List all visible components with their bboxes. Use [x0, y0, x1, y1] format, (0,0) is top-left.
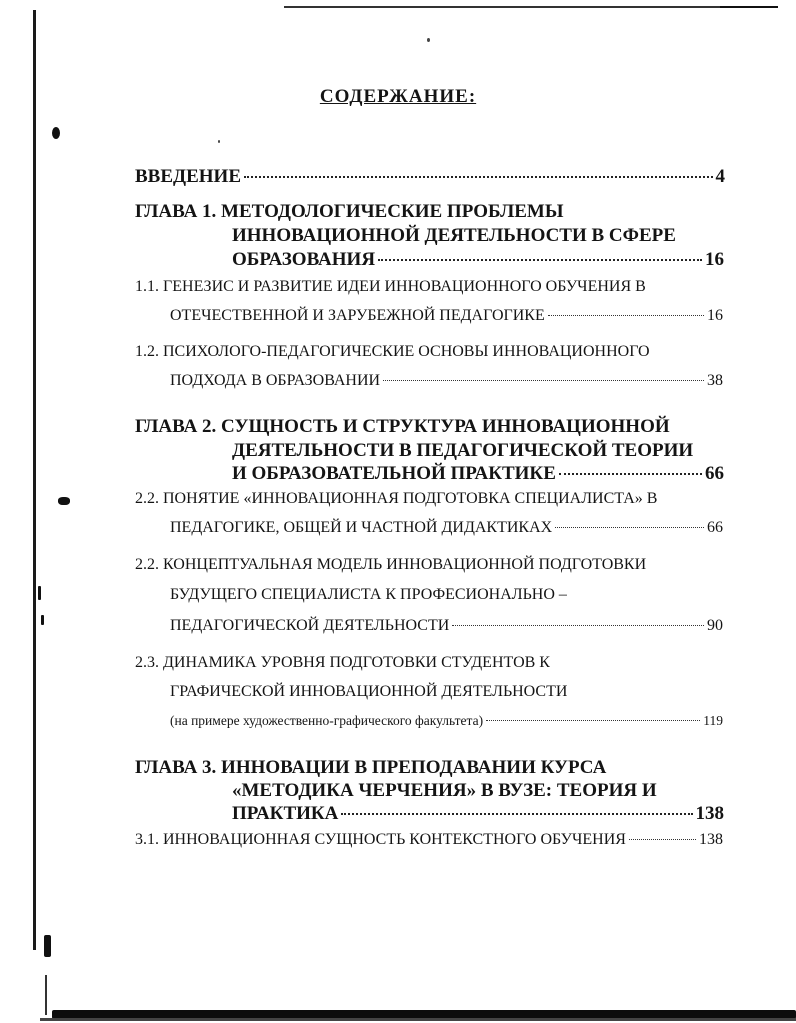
toc-section-2-2-line-2: БУДУЩЕГО СПЕЦИАЛИСТА К ПРОФЕСИОНАЛЬНО – — [170, 586, 567, 603]
toc-entry-text: ПРАКТИКА — [232, 803, 339, 824]
toc-section-2-3-line-3 — [170, 713, 723, 729]
toc-entry-text: 3.1. ИННОВАЦИОННАЯ СУЩНОСТЬ КОНТЕКСТНОГО ОБУЧЕНИЯ — [135, 831, 626, 848]
top-edge-line-dark — [720, 6, 778, 8]
toc-section-2-3-line-2: ГРАФИЧЕСКОЙ ИННОВАЦИОННОЙ ДЕЯТЕЛЬНОСТИ — [170, 683, 568, 700]
dot-leader — [452, 625, 704, 626]
toc-page-number: 138 — [699, 831, 723, 848]
binding-edge-line — [33, 10, 36, 950]
toc-chapter-2-line-1: ГЛАВА 2. СУЩНОСТЬ И СТРУКТУРА ИННОВАЦИОННОЙ — [135, 416, 670, 437]
toc-chapter-2-line-2: ДЕЯТЕЛЬНОСТИ В ПЕДАГОГИЧЕСКОЙ ТЕОРИИ — [232, 440, 694, 461]
dot-leader — [559, 473, 702, 475]
toc-entry-text: ОТЕЧЕСТВЕННОЙ И ЗАРУБЕЖНОЙ ПЕДАГОГИКЕ — [170, 307, 545, 324]
scan-speck — [38, 586, 41, 600]
toc-section-1-1-line-2 — [170, 307, 723, 325]
toc-chapter-2-line-3 — [232, 463, 724, 485]
dot-leader — [629, 839, 696, 840]
punch-hole-mark — [52, 127, 60, 139]
scan-speck — [41, 615, 44, 625]
toc-chapter-1-line-1: ГЛАВА 1. МЕТОДОЛОГИЧЕСКИЕ ПРОБЛЕМЫ — [135, 201, 564, 222]
toc-page-number: 38 — [707, 372, 723, 389]
toc-section-1-2-line-2 — [170, 372, 723, 390]
toc-page-number: 138 — [695, 803, 724, 824]
toc-section-1-1-line-1: 1.1. ГЕНЕЗИС И РАЗВИТИЕ ИДЕИ ИННОВАЦИОННОГО ОБУЧЕНИЯ В — [135, 278, 646, 295]
toc-entry-text: ОБРАЗОВАНИЯ — [232, 249, 376, 270]
toc-chapter-3-line-2: «МЕТОДИКА ЧЕРЧЕНИЯ» В ВУЗЕ: ТЕОРИЯ И — [232, 780, 657, 801]
dot-leader — [378, 259, 702, 261]
dot-leader — [341, 813, 692, 815]
toc-entry-text: ПЕДАГОГИКЕ, ОБЩЕЙ И ЧАСТНОЙ ДИДАКТИКАХ — [170, 519, 553, 536]
dot-leader — [383, 380, 704, 381]
toc-page-number: 16 — [707, 307, 723, 324]
toc-page-number: 66 — [705, 463, 724, 484]
binding-clip-mark — [44, 935, 51, 957]
toc-section-1-2-line-1: 1.2. ПСИХОЛОГО-ПЕДАГОГИЧЕСКИЕ ОСНОВЫ ИННОВАЦИОННОГО — [135, 343, 650, 360]
toc-section-2-1-line-1: 2.2. ПОНЯТИЕ «ИННОВАЦИОННАЯ ПОДГОТОВКА СПЕЦИАЛИСТА» В — [135, 490, 658, 507]
toc-section-2-1-line-2 — [170, 519, 723, 537]
scan-speck — [427, 38, 430, 42]
punch-hole-mark — [58, 497, 70, 505]
page-title: СОДЕРЖАНИЕ: — [319, 86, 477, 107]
toc-entry-text: И ОБРАЗОВАТЕЛЬНОЙ ПРАКТИКЕ — [232, 463, 556, 484]
toc-entry-intro — [135, 166, 725, 188]
toc-page-number: 16 — [705, 249, 724, 270]
toc-chapter-3-line-1: ГЛАВА 3. ИННОВАЦИИ В ПРЕПОДАВАНИИ КУРСА — [135, 757, 607, 778]
toc-section-2-3-line-1: 2.3. ДИНАМИКА УРОВНЯ ПОДГОТОВКИ СТУДЕНТОВ К — [135, 654, 550, 671]
toc-section-2-2-line-3 — [170, 617, 723, 635]
toc-entry-text: ПЕДАГОГИЧЕСКОЙ ДЕЯТЕЛЬНОСТИ — [170, 617, 450, 634]
toc-page-number: 119 — [703, 713, 723, 728]
toc-chapter-3-line-3 — [232, 803, 724, 825]
toc-entry-text: ВВЕДЕНИЕ — [135, 166, 241, 187]
toc-chapter-1-line-3 — [232, 249, 724, 271]
toc-page-number: 66 — [707, 519, 723, 536]
dot-leader — [555, 527, 704, 528]
dot-leader — [244, 176, 713, 178]
top-edge-line — [284, 6, 764, 8]
dot-leader — [548, 315, 704, 316]
scan-speck — [218, 140, 220, 143]
dot-leader — [486, 720, 700, 721]
bottom-edge-line — [40, 1018, 796, 1021]
toc-page-number: 4 — [715, 166, 725, 187]
binding-edge-line-lower — [45, 975, 47, 1015]
toc-entry-text: ПОДХОДА В ОБРАЗОВАНИИ — [170, 372, 381, 389]
toc-entry-text: (на примере художественно-графического факультета) — [170, 713, 484, 728]
toc-page-number: 90 — [707, 617, 723, 634]
toc-section-2-2-line-1: 2.2. КОНЦЕПТУАЛЬНАЯ МОДЕЛЬ ИННОВАЦИОННОЙ ПОДГОТОВКИ — [135, 556, 647, 573]
toc-section-3-1 — [135, 831, 723, 849]
toc-chapter-1-line-2: ИННОВАЦИОННОЙ ДЕЯТЕЛЬНОСТИ В СФЕРЕ — [232, 225, 676, 246]
